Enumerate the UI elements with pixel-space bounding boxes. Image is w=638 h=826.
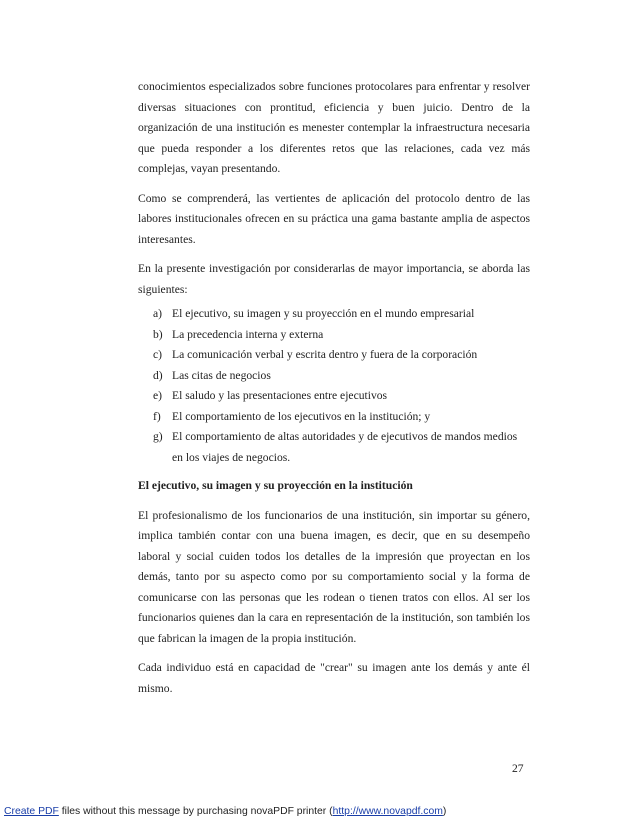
list-item-text: El saludo y las presentaciones entre ejecutivos	[172, 389, 388, 402]
novapdf-url-link[interactable]: http://www.novapdf.com	[332, 806, 443, 817]
list-item-text: Las citas de negocios	[172, 368, 271, 382]
paragraph-profesionalismo: El profesionalismo de los funcionarios de una institución, sin importar su género, implica también contar con una buena imagen, es decir, que en su desempeño laboral y social cuiden todos los detalles de la impresión que proyectan en los demás, tanto por su aspecto como por su comportamiento social y la forma de comunicarse con las personas que les rodean o tienen tratos con ellos. Al ser los funcionarios quienes dan la cara en representación de la institución, son también los que fabrican la imagen de la propia institución.	[138, 508, 530, 645]
list-item-text: El comportamiento de altas autoridades y de ejecutivos de mandos medios en los viajes de negocios.	[172, 430, 518, 464]
list-item	[153, 427, 530, 468]
paragraph-intro: conocimientos especializados sobre funciones protocolares para enfrentar y resolver diversas situaciones con prontitud, eficiencia y buen juicio. Dentro de la organización de una institución es menester contemplar la infraestructura necesaria que pueda responder a los diferentes retos que las relaciones, cada vez más complejas, vayan presentando.	[138, 80, 530, 175]
create-pdf-link[interactable]: Create PDF	[4, 806, 59, 817]
list-marker: e)	[153, 389, 163, 402]
list-item	[153, 366, 530, 387]
list-item-text: La precedencia interna y externa	[172, 327, 324, 341]
topics-list	[138, 304, 530, 468]
list-marker: c)	[153, 348, 163, 361]
footer-closing-paren: )	[442, 806, 447, 817]
footer-message: files without this message by purchasing novaPDF printer (	[58, 806, 333, 817]
list-item-text: La comunicación verbal y escrita dentro y fuera de la corporación	[172, 348, 478, 361]
list-item-text: El comportamiento de los ejecutivos en la institución; y	[172, 409, 431, 423]
paragraph-crear-imagen: Cada individuo está en capacidad de "crear" su imagen ante los demás y ante él mismo.	[138, 661, 530, 695]
list-item	[153, 407, 530, 428]
list-marker: f)	[153, 409, 161, 423]
list-marker: b)	[153, 327, 163, 341]
list-item	[153, 386, 530, 407]
list-marker: d)	[153, 368, 163, 382]
pdf-footer	[4, 806, 446, 817]
page-number: 27	[512, 762, 524, 775]
list-item	[153, 304, 530, 325]
section-heading: El ejecutivo, su imagen y su proyección en la institución	[138, 479, 413, 492]
list-marker: g)	[153, 430, 163, 443]
list-marker: a)	[153, 307, 163, 320]
paragraph-vertientes: Como se comprenderá, las vertientes de aplicación del protocolo dentro de las labores institucionales ofrecen en su práctica una gama bastante amplia de aspectos interesantes.	[138, 191, 530, 246]
list-item	[153, 325, 530, 346]
list-item-text: El ejecutivo, su imagen y su proyección en el mundo empresarial	[172, 307, 475, 320]
list-item	[153, 345, 530, 366]
paragraph-investigacion: En la presente investigación por considerarlas de mayor importancia, se aborda las siguientes:	[138, 262, 530, 296]
page-content	[138, 77, 530, 708]
